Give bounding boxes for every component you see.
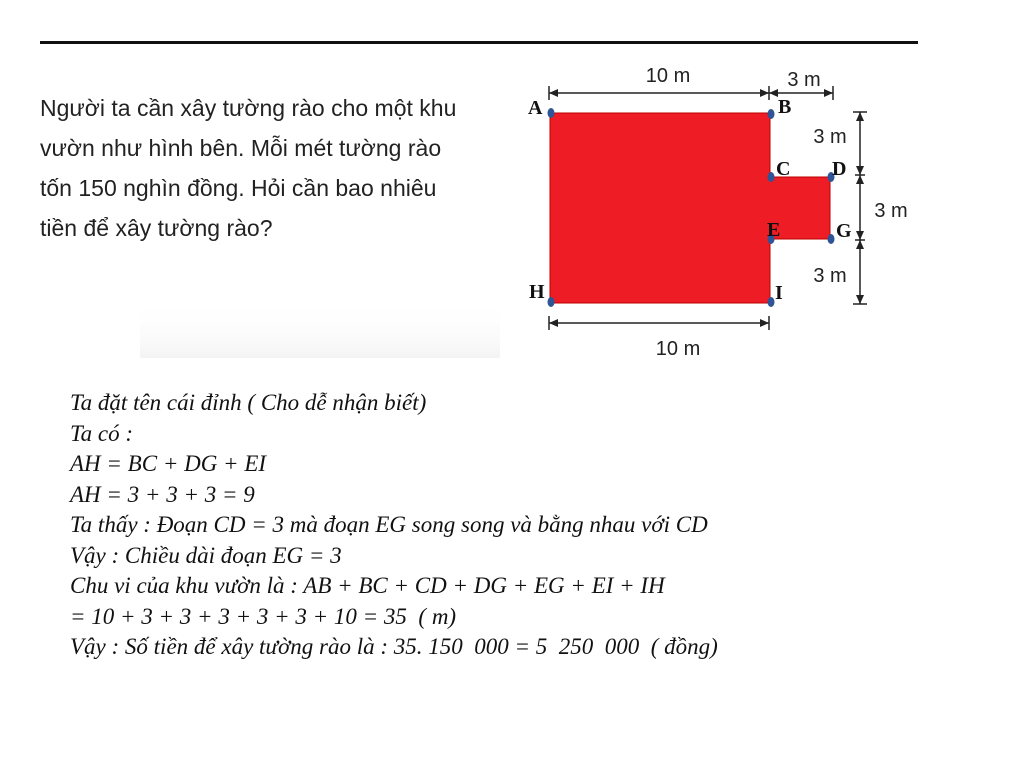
solution-line-4: AH = 3 + 3 + 3 = 9 <box>70 481 255 507</box>
dim-top-right-label: 3 m <box>787 69 821 91</box>
vertex-label-b: B <box>778 96 792 118</box>
solution-line-5: Ta thấy : Đoạn CD = 3 mà đoạn EG song song và bằng nhau với CD <box>70 512 708 537</box>
point-c <box>768 172 775 182</box>
vertex-label-i: I <box>775 282 783 304</box>
dim-bottom-label: 10 m <box>655 338 701 360</box>
solution-line-2: Ta có : <box>70 420 134 446</box>
problem-line-3: tốn 150 nghìn đồng. Hỏi cần bao nhiêu <box>40 175 437 201</box>
dim-right <box>853 112 867 304</box>
solution-line-9: Vậy : Số tiền để xây tường rào là : 35. 150 000 = 5 250 000 ( đồng) <box>70 634 718 659</box>
garden-figure <box>0 0 1024 380</box>
point-b <box>768 109 775 119</box>
vertex-label-c: C <box>776 158 791 180</box>
vertex-label-a: A <box>528 97 543 119</box>
vertex-label-e: E <box>767 219 781 241</box>
problem-line-4: tiền để xây tường rào? <box>40 215 273 241</box>
solution-line-8: = 10 + 3 + 3 + 3 + 3 + 3 + 10 = 35 ( m) <box>70 603 457 629</box>
dim-right-upper-label: 3 m <box>813 126 847 148</box>
vertex-label-g: G <box>836 220 852 242</box>
dim-top-label: 10 m <box>645 65 691 87</box>
solution-line-1: Ta đặt tên cái đỉnh ( Cho dễ nhận biết) <box>70 390 427 415</box>
point-g <box>828 234 835 244</box>
solution-text <box>70 388 718 663</box>
vertex-label-d: D <box>832 158 847 180</box>
dim-top <box>549 86 769 100</box>
point-h <box>548 297 555 307</box>
solution-line-6: Vậy : Chiều dài đoạn EG = 3 <box>70 542 342 568</box>
problem-line-1: Người ta cần xây tường rào cho một khu <box>40 95 457 121</box>
point-a <box>548 108 555 118</box>
problem-line-2: vườn như hình bên. Mỗi mét tường rào <box>40 135 442 161</box>
point-i <box>768 297 775 307</box>
dim-right-middle-label: 3 m <box>874 200 908 222</box>
vertex-label-h: H <box>529 281 545 303</box>
background-fade <box>140 300 500 358</box>
dim-right-lower-label: 3 m <box>813 265 847 287</box>
dim-bottom <box>549 316 769 330</box>
garden-shape <box>550 113 830 303</box>
solution-line-7: Chu vi của khu vườn là : AB + BC + CD + DG + EG + EI + IH <box>70 573 665 598</box>
solution-line-3: AH = BC + DG + EI <box>70 451 267 476</box>
